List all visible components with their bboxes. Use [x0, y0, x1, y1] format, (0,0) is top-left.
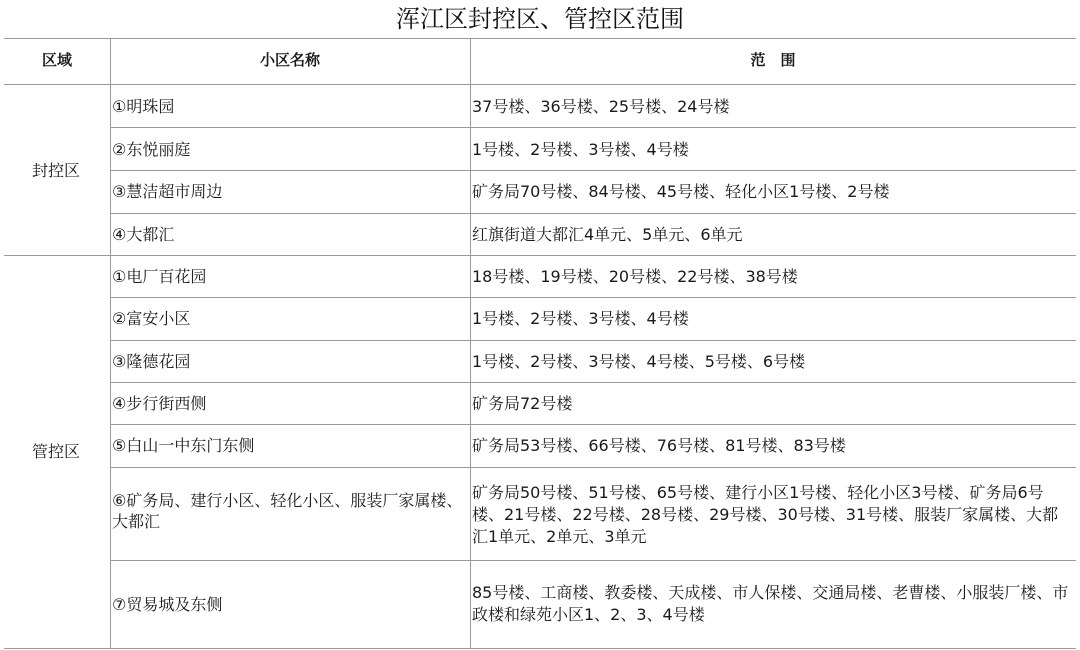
table-row-range: 18号楼、19号楼、20号楼、22号楼、38号楼	[472, 267, 798, 286]
page-title: 浑江区封控区、管控区范围	[396, 5, 684, 33]
table-row-range: 矿务局50号楼、51号楼、65号楼、建行小区1号楼、轻化小区3号楼、矿务局6号楼、21号楼、22号楼、28号楼、29号楼、30号楼、31号楼、服装厂家属楼、大都汇1单元、2单元、3单元	[472, 483, 1059, 546]
group-divider	[4, 255, 1076, 256]
table-bottom-border	[4, 648, 1076, 649]
table-row-range: 37号楼、36号楼、25号楼、24号楼	[472, 97, 730, 116]
area-controlled: 管控区	[31, 442, 80, 461]
row-divider	[110, 340, 1076, 341]
column-divider	[110, 38, 111, 649]
row-divider	[110, 297, 1076, 298]
header-area: 区域	[41, 51, 72, 69]
table-row-name: ②东悦丽庭	[112, 140, 191, 159]
table-row-name: ④步行街西侧	[112, 394, 207, 413]
header-range: 范 围	[750, 51, 796, 69]
table-row-range: 1号楼、2号楼、3号楼、4号楼、5号楼、6号楼	[472, 352, 806, 371]
table-row-range: 矿务局70号楼、84号楼、45号楼、轻化小区1号楼、2号楼	[472, 182, 890, 201]
table-row-name: ④大都汇	[112, 225, 175, 244]
table-row-name: ③隆德花园	[112, 352, 191, 371]
table-row-range: 矿务局72号楼	[472, 394, 573, 413]
table-row-name: ⑤白山一中东门东侧	[112, 436, 255, 455]
row-divider	[110, 170, 1076, 171]
table-row-name: ②富安小区	[112, 309, 191, 328]
table-row-name: ①明珠园	[112, 97, 175, 116]
row-divider	[110, 467, 1076, 468]
table-row-name: ⑦贸易城及东侧	[112, 595, 223, 614]
column-divider	[470, 38, 471, 649]
row-divider	[110, 127, 1076, 128]
table-row-range: 85号楼、工商楼、教委楼、天成楼、市人保楼、交通局楼、老曹楼、小服装厂楼、市政楼和绿苑小区1、2、3、4号楼	[472, 583, 1069, 624]
table-row-name: ①电厂百花园	[112, 267, 207, 286]
area-sealed: 封控区	[31, 161, 80, 180]
table-row-range: 矿务局53号楼、66号楼、76号楼、81号楼、83号楼	[472, 436, 846, 455]
table-row-range: 红旗街道大都汇4单元、5单元、6单元	[472, 225, 743, 244]
header-name: 小区名称	[259, 51, 320, 69]
table-row-name: ③慧洁超市周边	[112, 182, 223, 201]
row-divider	[110, 560, 1076, 561]
table-row-name: ⑥矿务局、建行小区、轻化小区、服装厂家属楼、大都汇	[112, 491, 463, 531]
table-row-range: 1号楼、2号楼、3号楼、4号楼	[472, 140, 689, 159]
row-divider	[110, 382, 1076, 383]
table-row-range: 1号楼、2号楼、3号楼、4号楼	[472, 309, 689, 328]
row-divider	[110, 424, 1076, 425]
row-divider	[110, 213, 1076, 214]
header-bottom-border	[4, 84, 1076, 85]
